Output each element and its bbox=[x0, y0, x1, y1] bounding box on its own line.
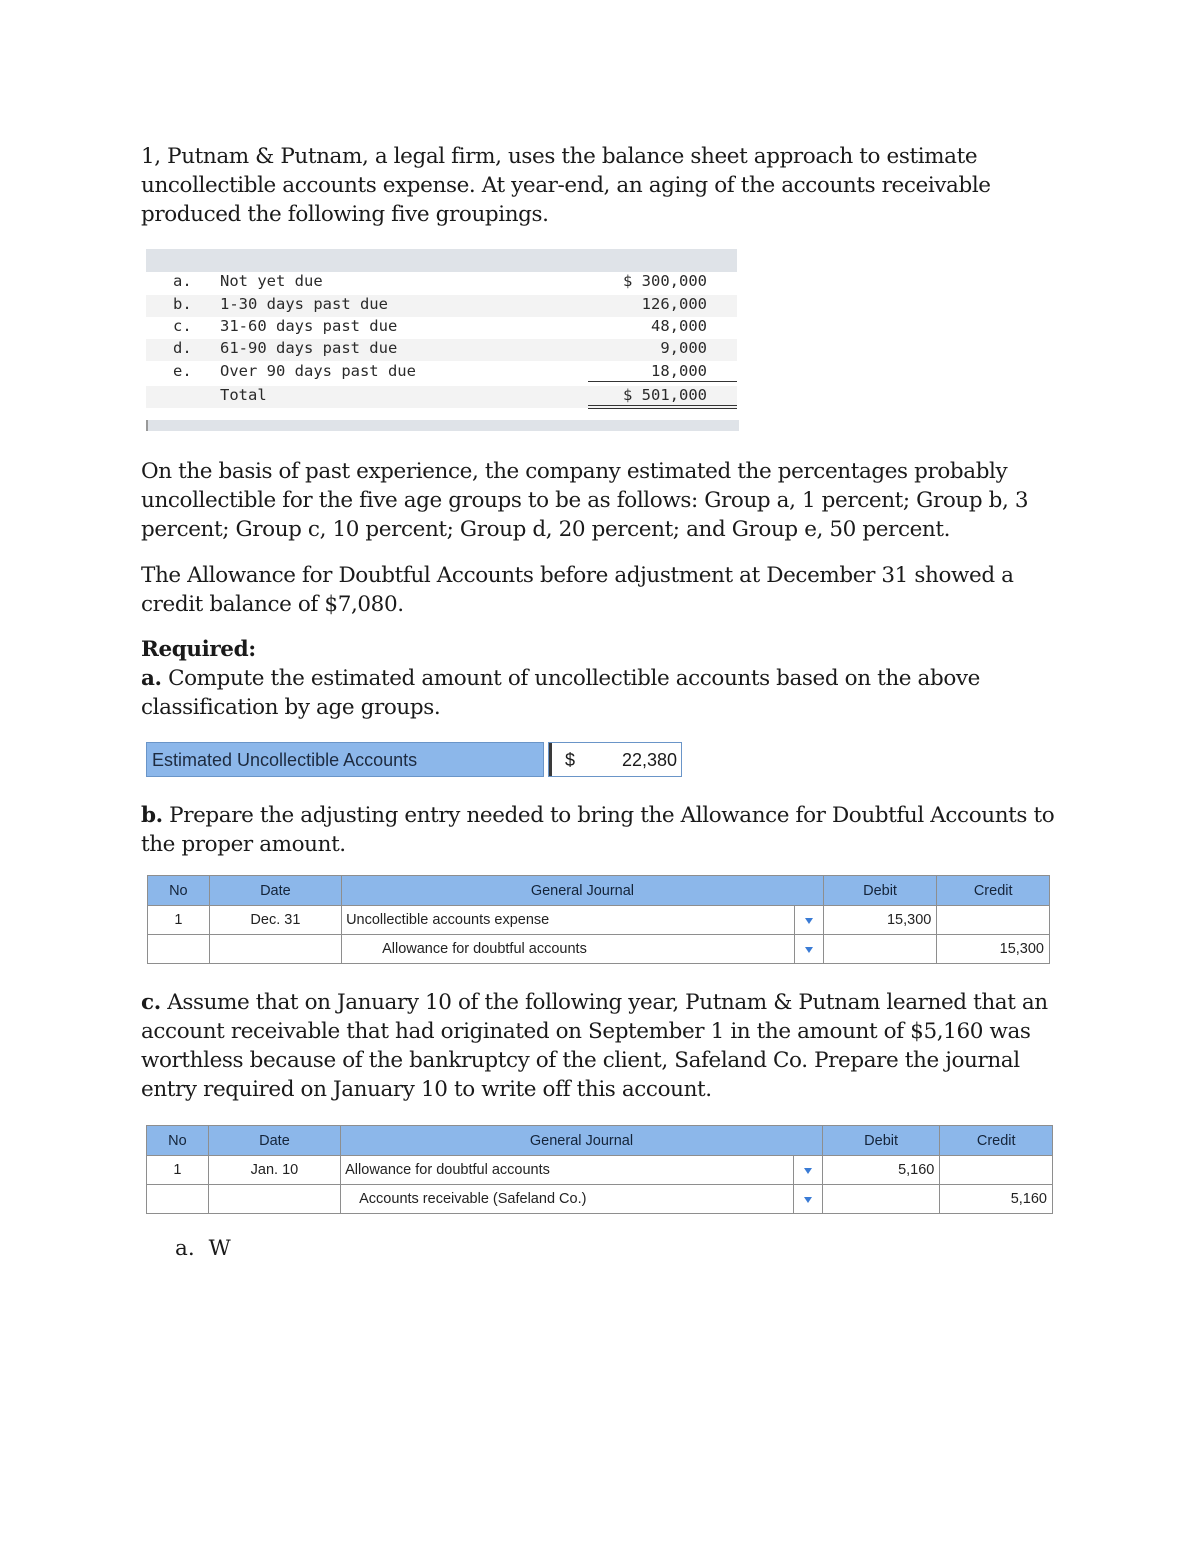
header-general-journal: General Journal bbox=[341, 1126, 823, 1156]
intro-paragraph: 1, Putnam & Putnam, a legal firm, uses the balance sheet approach to estimate uncollectible accounts expense. At year-end, an aging of the accounts receivable produced the following five groupings. bbox=[141, 144, 991, 227]
entry-date bbox=[208, 1185, 340, 1214]
account-select[interactable]: Accounts receivable (Safeland Co.) bbox=[341, 1185, 794, 1214]
row-letter: c. bbox=[173, 317, 192, 335]
row-description: 1-30 days past due bbox=[220, 295, 388, 313]
row-description: 61-90 days past due bbox=[220, 339, 398, 357]
credit-field[interactable]: 5,160 bbox=[940, 1185, 1053, 1214]
aging-header-bar bbox=[146, 249, 737, 272]
row-description: Not yet due bbox=[220, 272, 323, 290]
total-amount: $ 501,000 bbox=[623, 386, 707, 404]
journal-b bbox=[147, 875, 1050, 964]
required-heading bbox=[141, 635, 1066, 664]
entry-date bbox=[209, 935, 341, 964]
row-amount: 48,000 bbox=[651, 317, 707, 335]
footer-note bbox=[175, 1236, 245, 1261]
header-debit: Debit bbox=[822, 1126, 940, 1156]
row-letter: a. bbox=[173, 272, 192, 290]
aging-row bbox=[146, 295, 737, 317]
table-row bbox=[147, 1185, 1053, 1214]
part-c-question bbox=[141, 988, 1076, 1104]
header-general-journal: General Journal bbox=[342, 876, 824, 906]
currency-symbol: $ bbox=[565, 750, 576, 770]
aging-footer-bar bbox=[146, 420, 739, 431]
subtotal-underline bbox=[588, 381, 737, 382]
row-letter: e. bbox=[173, 362, 192, 380]
header-credit: Credit bbox=[937, 876, 1050, 906]
row-letter: d. bbox=[173, 339, 192, 357]
total-double-underline bbox=[588, 405, 737, 406]
estimated-amount: 22,380 bbox=[621, 750, 677, 770]
dropdown-arrow-icon[interactable] bbox=[793, 1185, 822, 1214]
required-label: Required: bbox=[141, 637, 256, 662]
row-description: 31-60 days past due bbox=[220, 317, 398, 335]
debit-field[interactable]: 15,300 bbox=[823, 906, 937, 935]
row-amount: 18,000 bbox=[651, 362, 707, 380]
debit-field[interactable] bbox=[823, 935, 937, 964]
part-b-label: b. bbox=[141, 803, 163, 828]
part-b-question bbox=[141, 801, 1066, 859]
experience-paragraph: On the basis of past experience, the company estimated the percentages probably uncollectible for the five age groups to be as follows: Group a, 1 percent; Group b, 3 percent; Group c, 10 percent; Group d, 20 percent; and Group e, 50 percent. bbox=[141, 459, 1029, 542]
header-no: No bbox=[147, 1126, 209, 1156]
allowance-paragraph: The Allowance for Doubtful Accounts before adjustment at December 31 showed a credit balance of $7,080. bbox=[141, 563, 1014, 617]
entry-no: 1 bbox=[147, 1156, 209, 1185]
header-date: Date bbox=[209, 876, 341, 906]
header-credit: Credit bbox=[940, 1126, 1053, 1156]
aging-row bbox=[146, 272, 737, 294]
row-amount: 126,000 bbox=[641, 295, 707, 313]
entry-no: 1 bbox=[148, 906, 210, 935]
aging-table bbox=[146, 249, 737, 432]
aging-row bbox=[146, 339, 737, 361]
total-label: Total bbox=[220, 386, 267, 404]
header-no: No bbox=[148, 876, 210, 906]
part-c-text: Assume that on January 10 of the following year, Putnam & Putnam learned that an account receivable that had originated on September 1 in the amount of $5,160 was worthless because of the bankruptcy of the client, Safeland Co. Prepare the journal entry required on January 10 to write off this account. bbox=[141, 990, 1048, 1102]
debit-field[interactable]: 5,160 bbox=[822, 1156, 940, 1185]
aging-row bbox=[146, 317, 737, 339]
part-a-text: Compute the estimated amount of uncollectible accounts based on the above classification by age groups. bbox=[141, 666, 980, 720]
footer-text: W bbox=[208, 1236, 231, 1261]
header-debit: Debit bbox=[823, 876, 937, 906]
table-row bbox=[148, 935, 1050, 964]
part-a-question bbox=[141, 664, 1066, 722]
estimated-label: Estimated Uncollectible Accounts bbox=[146, 742, 544, 777]
entry-date: Dec. 31 bbox=[209, 906, 341, 935]
account-select[interactable]: Uncollectible accounts expense bbox=[342, 906, 795, 935]
dropdown-arrow-icon[interactable] bbox=[793, 1156, 822, 1185]
field-marker bbox=[549, 743, 552, 776]
estimated-value-field[interactable] bbox=[548, 742, 682, 777]
row-amount: $ 300,000 bbox=[623, 272, 707, 290]
dropdown-arrow-icon[interactable] bbox=[794, 906, 823, 935]
entry-no bbox=[148, 935, 210, 964]
footer-letter: a. bbox=[175, 1236, 195, 1261]
part-c-label: c. bbox=[141, 990, 161, 1015]
row-amount: 9,000 bbox=[660, 339, 707, 357]
debit-field[interactable] bbox=[822, 1185, 940, 1214]
total-double-underline bbox=[588, 408, 737, 409]
header-date: Date bbox=[208, 1126, 340, 1156]
entry-date: Jan. 10 bbox=[208, 1156, 340, 1185]
journal-c bbox=[146, 1125, 1053, 1214]
dropdown-arrow-icon[interactable] bbox=[794, 935, 823, 964]
part-b-text: Prepare the adjusting entry needed to bring the Allowance for Doubtful Accounts to the proper amount. bbox=[141, 803, 1055, 857]
table-row bbox=[147, 1156, 1053, 1185]
entry-no bbox=[147, 1185, 209, 1214]
account-select[interactable]: Allowance for doubtful accounts bbox=[341, 1156, 794, 1185]
account-select[interactable]: Allowance for doubtful accounts bbox=[342, 935, 795, 964]
credit-field[interactable] bbox=[940, 1156, 1053, 1185]
part-a-label: a. bbox=[141, 666, 162, 691]
table-row bbox=[148, 906, 1050, 935]
credit-field[interactable]: 15,300 bbox=[937, 935, 1050, 964]
estimated-uncollectible-box bbox=[146, 742, 682, 779]
row-description: Over 90 days past due bbox=[220, 362, 416, 380]
credit-field[interactable] bbox=[937, 906, 1050, 935]
row-letter: b. bbox=[173, 295, 192, 313]
